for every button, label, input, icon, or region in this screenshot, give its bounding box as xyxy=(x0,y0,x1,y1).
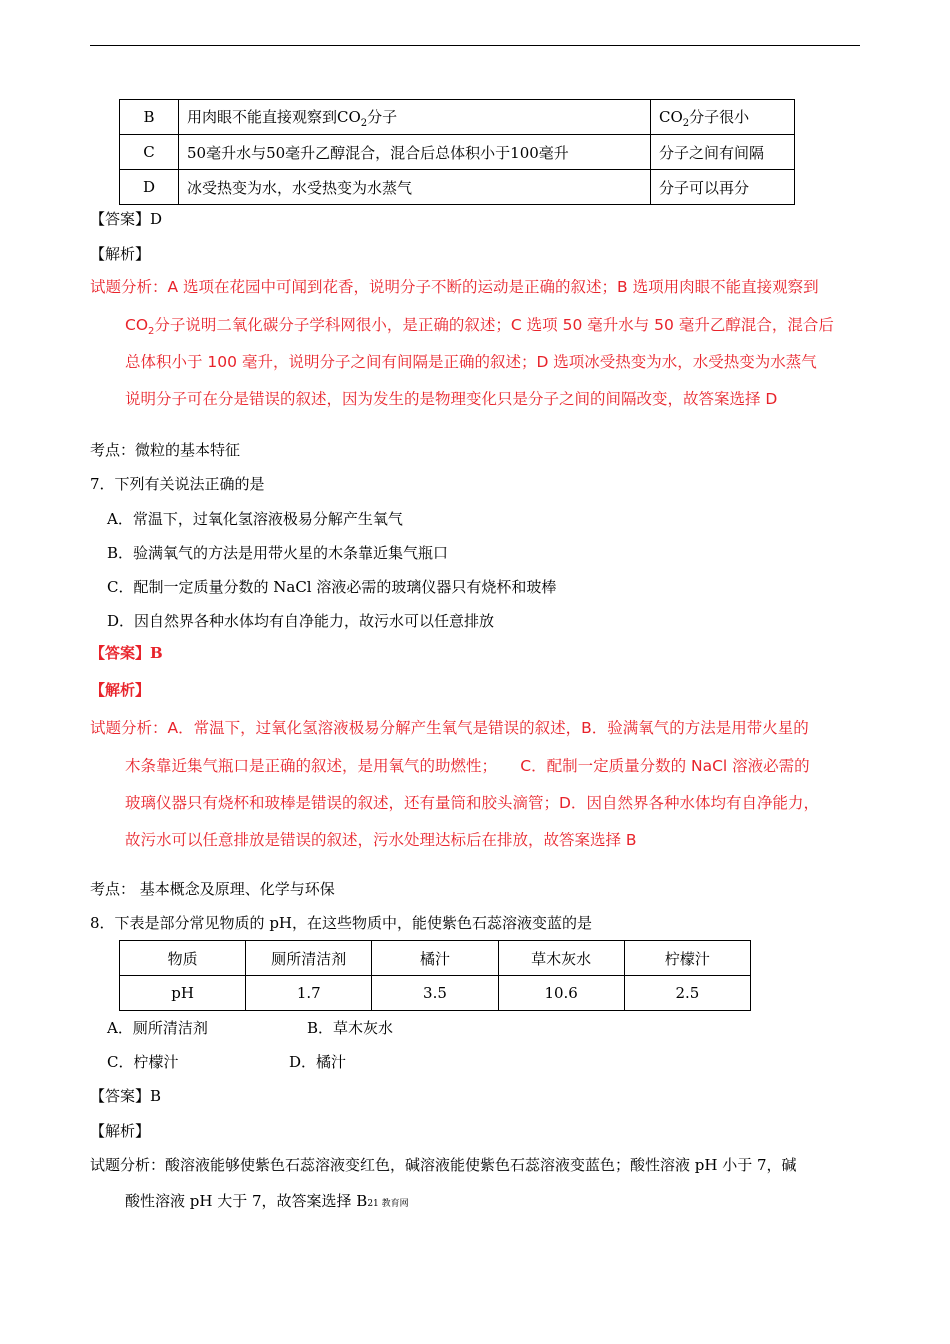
table-row xyxy=(120,941,751,976)
table-cell: 柠檬汁 xyxy=(624,941,750,976)
q6-kaodian: 考点：微粒的基本特征 xyxy=(90,441,241,459)
table-cell: 厕所清洁剂 xyxy=(246,941,372,976)
q7-option-a: A．常温下，过氧化氢溶液极易分解产生氧气 xyxy=(107,510,403,528)
q7-stem: 7．下列有关说法正确的是 xyxy=(90,475,265,493)
watermark-text: 21 教育网 xyxy=(367,1199,409,1209)
table-cell: 1.7 xyxy=(246,976,372,1011)
q8-analysis-title: 【解析】 xyxy=(90,1122,151,1140)
table-cell: 物质 xyxy=(120,941,246,976)
q8-option-b: B．草木灰水 xyxy=(307,1019,394,1037)
q7-analysis-line: 木条靠近集气瓶口是正确的叙述，是用氧气的助燃性； C．配制一定质量分数的 NaCl 溶液必需的 xyxy=(125,757,810,775)
q8-option-a: A．厕所清洁剂 xyxy=(107,1019,208,1037)
table-cell: 分子之间有间隔 xyxy=(651,135,795,170)
q8-option-d: D．橘汁 xyxy=(289,1053,347,1071)
q8-stem: 8．下表是部分常见物质的 pH，在这些物质中，能使紫色石蕊溶液变蓝的是 xyxy=(90,914,592,932)
q7-analysis-line: 试题分析：A．常温下，过氧化氢溶液极易分解产生氧气是错误的叙述，B．验满氧气的方法是用带火星的 xyxy=(90,719,809,737)
table-cell: 50毫升水与50毫升乙醇混合，混合后总体积小于100毫升 xyxy=(179,135,651,170)
table-cell: C xyxy=(120,135,179,170)
table-row xyxy=(120,100,795,135)
table-cell: D xyxy=(120,170,179,205)
table-cell: 分子可以再分 xyxy=(651,170,795,205)
header-rule xyxy=(90,45,860,46)
q7-option-c: C．配制一定质量分数的 NaCl 溶液必需的玻璃仪器只有烧杯和玻棒 xyxy=(107,578,557,596)
q8-option-c: C．柠檬汁 xyxy=(107,1053,179,1071)
q6-analysis-title: 【解析】 xyxy=(90,245,151,263)
q6-answer: 【答案】D xyxy=(90,210,163,228)
table-cell: 3.5 xyxy=(372,976,498,1011)
q6-analysis-line: 总体积小于 100 毫升，说明分子之间有间隔是正确的叙述；D 选项冰受热变为水，水受热变为水蒸气 xyxy=(125,353,817,371)
table-cell: pH xyxy=(120,976,246,1011)
table-cell: 用肉眼不能直接观察到$CO_2$分子 xyxy=(179,100,651,135)
table-cell: B xyxy=(120,100,179,135)
q6-analysis-line: 说明分子可在分是错误的叙述，因为发生的是物理变化只是分子之间的间隔改变，故答案选择 D xyxy=(125,390,778,408)
q6-options-table xyxy=(119,99,795,205)
table-cell: 冰受热变为水，水受热变为水蒸气 xyxy=(179,170,651,205)
table-row xyxy=(120,976,751,1011)
table-cell: $CO_2$分子很小 xyxy=(651,100,795,135)
ph-table xyxy=(119,940,751,1011)
q7-option-d: D．因自然界各种水体均有自净能力，故污水可以任意排放 xyxy=(107,612,495,630)
table-row xyxy=(120,170,795,205)
q7-analysis-line: 故污水可以任意排放是错误的叙述，污水处理达标后在排放，故答案选择 B xyxy=(125,831,637,849)
table-row xyxy=(120,135,795,170)
q7-analysis-title: 【解析】 xyxy=(90,681,151,699)
q8-analysis-line: 试题分析：酸溶液能够使紫色石蕊溶液变红色，碱溶液能使紫色石蕊溶液变蓝色；酸性溶液 pH 小于 7，碱 xyxy=(90,1156,797,1174)
q6-analysis-line: 试题分析：A 选项在花园中可闻到花香，说明分子不断的运动是正确的叙述；B 选项用肉眼不能直接观察到 xyxy=(90,278,819,296)
q8-analysis-line: 酸性溶液 pH 大于 7，故答案选择 B21 教育网 xyxy=(125,1192,409,1210)
table-cell: 橘汁 xyxy=(372,941,498,976)
table-cell: 草木灰水 xyxy=(498,941,624,976)
q7-answer: 【答案】B xyxy=(90,644,163,662)
q6-analysis-line: $CO_2$分子说明二氧化碳分子学科网很小，是正确的叙述；C 选项 50 毫升水与 50 毫升乙醇混合，混合后 xyxy=(125,316,834,338)
table-cell: 2.5 xyxy=(624,976,750,1011)
q7-analysis-line: 玻璃仪器只有烧杯和玻棒是错误的叙述，还有量筒和胶头滴管；D．因自然界各种水体均有自净能力， xyxy=(125,794,819,812)
q8-answer: 【答案】B xyxy=(90,1087,162,1105)
q7-option-b: B．验满氧气的方法是用带火星的木条靠近集气瓶口 xyxy=(107,544,449,562)
q7-kaodian: 考点： 基本概念及原理、化学与环保 xyxy=(90,880,335,898)
table-cell: 10.6 xyxy=(498,976,624,1011)
